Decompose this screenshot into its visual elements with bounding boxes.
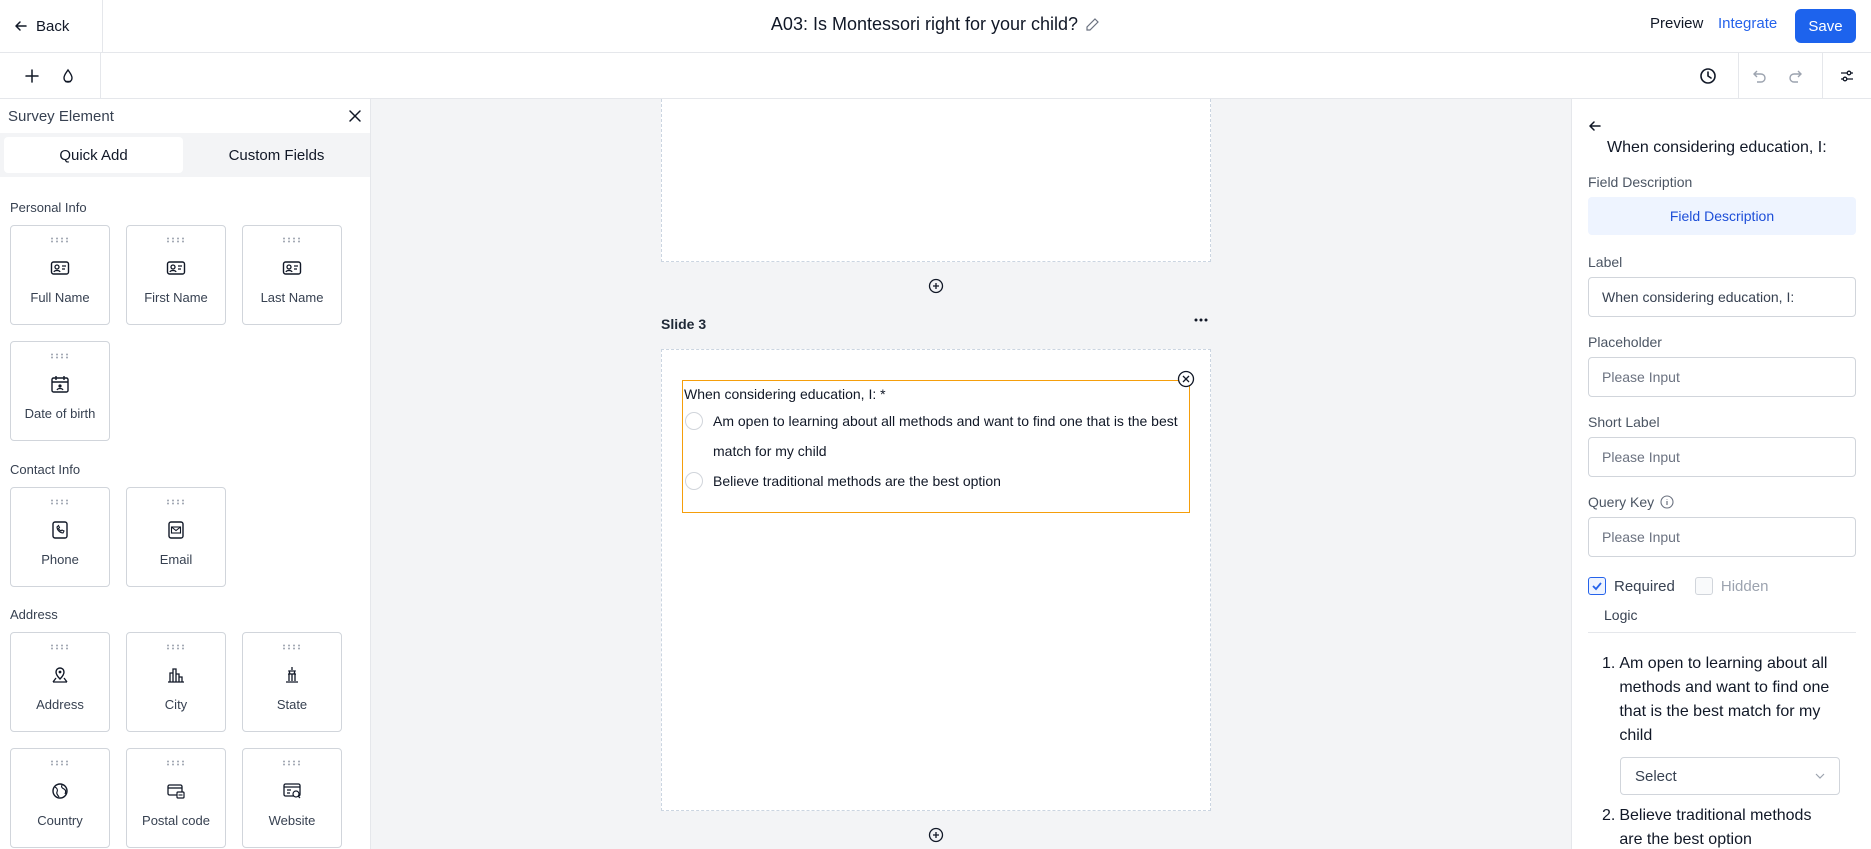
option-1-continued (713, 436, 827, 466)
element-postal-code[interactable] (126, 748, 226, 848)
pencil-icon[interactable] (1084, 17, 1100, 33)
option-text: match for my child (713, 443, 827, 459)
hidden-checkbox[interactable] (1695, 577, 1713, 595)
save-button[interactable]: Save (1795, 9, 1856, 43)
remove-element-icon[interactable] (1177, 370, 1195, 388)
element-label: City (164, 697, 188, 712)
logic-number: 1. (1602, 655, 1616, 672)
tab-logic[interactable]: Logic (1604, 607, 1638, 623)
element-address[interactable] (10, 632, 110, 732)
short-label-label: Short Label (1588, 414, 1660, 430)
element-phone[interactable] (10, 487, 110, 587)
logic-text-line: Am open to learning about all (1619, 655, 1828, 672)
drag-handle-icon (166, 644, 186, 650)
short-label-input[interactable] (1588, 437, 1856, 477)
section-label-personal-info: Personal Info (10, 200, 87, 215)
select-value: Select (1635, 767, 1677, 785)
drag-handle-icon (50, 499, 70, 505)
logic-text-line: are the best option (1619, 831, 1752, 848)
element-label: Phone (41, 552, 79, 567)
element-date-of-birth[interactable] (10, 341, 110, 441)
field-options (1588, 577, 1768, 595)
option-text: Am open to learning about all methods and want to find one that is the best (713, 413, 1178, 429)
add-slide-icon[interactable] (928, 278, 944, 294)
field-description-label: Field Description (1588, 174, 1693, 190)
logic-item-1 (1602, 652, 1842, 748)
element-label: Full Name (30, 290, 90, 305)
query-key-label: Query Key (1588, 494, 1655, 510)
check-icon (1591, 580, 1603, 592)
address-cards (0, 632, 370, 848)
divider (1738, 53, 1739, 99)
divider (1588, 632, 1856, 633)
element-label: Date of birth (24, 406, 96, 421)
back-label: Back (36, 17, 70, 35)
close-icon[interactable] (348, 109, 362, 123)
top-bar (0, 0, 1871, 53)
logic-text-line: child (1619, 727, 1653, 744)
logic-text-line: Believe traditional methods (1619, 807, 1812, 824)
element-first-name[interactable] (126, 225, 226, 325)
required-checkbox[interactable] (1588, 577, 1606, 595)
id-card-icon (282, 258, 302, 278)
element-label: Website (268, 813, 316, 828)
element-label: First Name (144, 290, 208, 305)
field-title: When considering education, I: (1607, 139, 1827, 156)
map-pin-icon (50, 665, 70, 685)
field-settings-panel (1571, 99, 1871, 849)
toolbar (0, 53, 1871, 99)
drag-handle-icon (282, 237, 302, 243)
slide-title: Slide 3 (661, 316, 707, 332)
info-icon[interactable] (1660, 495, 1674, 509)
element-last-name[interactable] (242, 225, 342, 325)
drag-handle-icon (50, 644, 70, 650)
redo-icon[interactable] (1785, 65, 1807, 87)
label-label: Label (1588, 254, 1623, 270)
divider (1822, 53, 1823, 99)
panel-title: Survey Element (8, 107, 114, 125)
section-label-address: Address (10, 607, 58, 622)
contact-info-cards (0, 487, 370, 587)
logic-number: 2. (1602, 807, 1616, 824)
paint-bucket-icon[interactable] (57, 65, 79, 87)
id-card-icon (166, 258, 186, 278)
page-title: A03: Is Montessori right for your child? (770, 14, 1079, 34)
element-state[interactable] (242, 632, 342, 732)
panel-header (0, 99, 370, 133)
required-label: Required (1614, 577, 1675, 595)
survey-element-panel (0, 99, 371, 849)
plus-icon[interactable] (21, 65, 43, 87)
landmark-icon (282, 665, 302, 685)
website-icon (282, 781, 302, 801)
query-key-input[interactable] (1588, 517, 1856, 557)
preview-button[interactable]: Preview (1650, 15, 1704, 32)
option-2[interactable] (685, 466, 1001, 496)
drag-handle-icon (50, 237, 70, 243)
placeholder-input[interactable] (1588, 357, 1856, 397)
personal-info-cards (0, 225, 370, 441)
history-icon[interactable] (1697, 65, 1719, 87)
question-block[interactable] (682, 380, 1190, 513)
radio-button[interactable] (685, 472, 703, 490)
hidden-label: Hidden (1720, 577, 1769, 595)
integrate-button[interactable]: Integrate (1718, 15, 1778, 32)
question-label: When considering education, I: * (684, 386, 886, 402)
placeholder-label: Placeholder (1588, 334, 1662, 350)
option-text: Believe traditional methods are the best option (713, 473, 1001, 489)
id-card-icon (50, 258, 70, 278)
globe-icon (50, 781, 70, 801)
drag-handle-icon (50, 760, 70, 766)
arrow-left-icon[interactable] (1588, 119, 1602, 133)
drag-handle-icon (282, 644, 302, 650)
element-label: State (276, 697, 308, 712)
element-label: Country (37, 813, 83, 828)
drag-handle-icon (282, 760, 302, 766)
calendar-icon (50, 374, 70, 394)
element-label: Last Name (260, 290, 324, 305)
option-1[interactable] (685, 406, 1178, 436)
element-email[interactable] (126, 487, 226, 587)
element-label: Address (36, 697, 84, 712)
panel-tabs (0, 133, 370, 177)
logic-text-line: that is the best match for my (1619, 703, 1821, 720)
element-website[interactable] (242, 748, 342, 848)
label-input[interactable] (1588, 277, 1856, 317)
drag-handle-icon (50, 353, 70, 359)
element-country[interactable] (10, 748, 110, 848)
element-full-name[interactable] (10, 225, 110, 325)
tab-quick-add[interactable]: Quick Add (4, 137, 183, 173)
element-label: Email (159, 552, 193, 567)
element-city[interactable] (126, 632, 226, 732)
postal-icon (166, 781, 186, 801)
city-icon (166, 665, 186, 685)
field-description-button[interactable]: Field Description (1588, 197, 1856, 235)
email-icon (166, 520, 186, 540)
drag-handle-icon (166, 499, 186, 505)
drag-handle-icon (166, 237, 186, 243)
settings-sliders-icon[interactable] (1836, 65, 1858, 87)
more-icon[interactable] (1194, 318, 1208, 322)
undo-icon[interactable] (1748, 65, 1770, 87)
section-label-contact-info: Contact Info (10, 462, 81, 477)
survey-title (0, 14, 1871, 35)
tab-custom-fields[interactable]: Custom Fields (228, 146, 325, 164)
chevron-down-icon (1815, 773, 1825, 779)
logic-text-line: methods and want to find one (1619, 679, 1830, 696)
query-key-label-row (1588, 494, 1674, 510)
drag-handle-icon (166, 760, 186, 766)
logic-item-2 (1602, 804, 1842, 849)
slide-2-canvas[interactable] (661, 99, 1211, 262)
divider (100, 53, 101, 99)
logic-select[interactable] (1620, 757, 1840, 795)
add-slide-icon[interactable] (928, 827, 944, 843)
element-label: Postal code (142, 813, 210, 828)
phone-icon (50, 520, 70, 540)
radio-button[interactable] (685, 412, 703, 430)
